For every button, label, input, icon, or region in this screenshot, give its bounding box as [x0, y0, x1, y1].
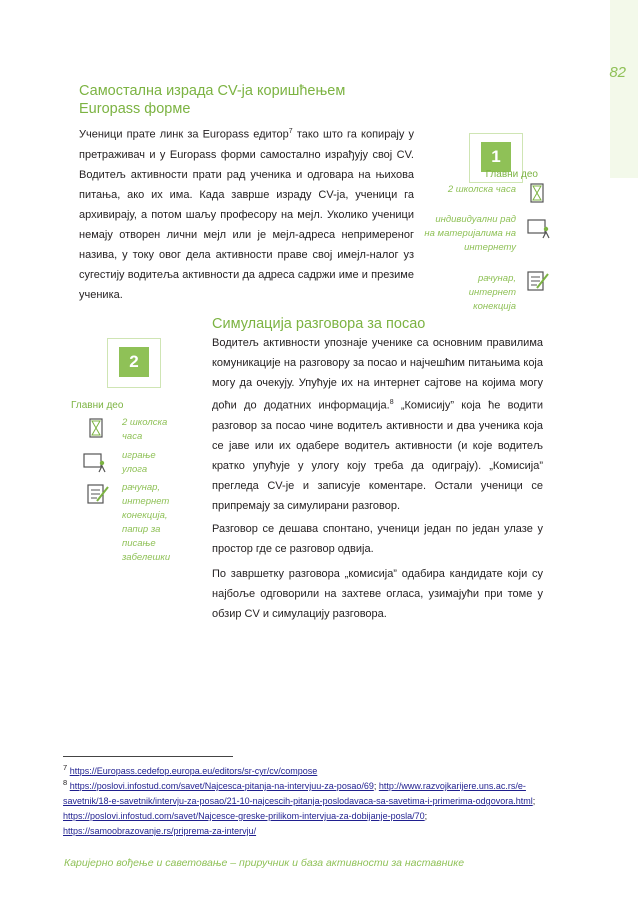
- footnote-ref-8[interactable]: 8: [389, 399, 394, 406]
- part-label-2: Главни део: [71, 400, 124, 411]
- footnote-ref-7[interactable]: 7: [288, 128, 293, 135]
- step-badge-1: 1: [469, 133, 523, 183]
- section2-para2: Разговор се дешава спонтано, ученици један по један улазе у простор где се разговор одвија.: [212, 523, 543, 555]
- footnote-8-link-1[interactable]: https://poslovi.infostud.com/savet/Najcesca-pitanja-na-intervjuu-za-posao/69: [69, 781, 374, 791]
- footnote-separator: [63, 756, 233, 757]
- footnote-7-link[interactable]: https://Europass.cedefop.europa.eu/editors/sr-cyr/cv/compose: [69, 766, 318, 776]
- footnote-7: $^7$ https://Europass.cedefop.europa.eu/editors/sr-cyr/cv/compose: [63, 763, 318, 776]
- footnote-8-link-4[interactable]: https://samoobrazovanje.rs/priprema-za-intervju/: [63, 826, 257, 836]
- section2-para1: Водитељ активности упознаје ученике са основним правилима комуникације на разговору за посао и најчешћим питањима која могу да очекују. Упућује их на интернет сајтове на којима могу доћи до додатних информација.$^8$ „Комисију” која ће водити разговор за посао чине водитељ активности и два ученика која се јаве или их одабере водитељ активности (и које водитељ кратко упућује у улогу коју треба да одиграју). „Комисија” прегледа CV-је и записује коментаре. Остали ученици се припремају за симулирани разговор.: [212, 337, 543, 512]
- step-badge-2: 2: [107, 338, 161, 388]
- method-1: индивидуални рад на материјалима на интернету: [424, 214, 516, 253]
- page-footer: Каријерно вођење и саветовање – приручник и база активности за наставнике: [64, 857, 465, 869]
- section2-para3: По завршетку разговора „комисија” одабира кандидате који су најбоље одговорили на захтеве огласа, узимајући при томе у обзир CV и симулацију разговора.: [212, 568, 543, 620]
- method-2: играње улога: [122, 450, 156, 475]
- notepad-pencil-icon: [87, 483, 109, 510]
- presentation-board-icon: [527, 219, 551, 244]
- section1-body: Ученици прате линк за Europass едитор$^7$ тако што га копирају у претраживач и у Europass форми самостално израђују свој CV. Водитељ активности прати рад ученика и одговара на њихова питања, ако их има. Када заврше израду CV-ја, ученици га архивирају, а потом шаљу професору на мејл. Уколико ученици немају отворен лични мејл или је мејл-адреса непримереног назива, у току овог дела активности праве свој имејл-налог уз сугестију водитеља активности да адреса садржи име и презиме ученика.: [79, 128, 415, 301]
- part-label-1: Главни део: [485, 169, 538, 180]
- section2-title: Симулација разговора за посао: [212, 316, 426, 332]
- hourglass-icon: [89, 418, 103, 443]
- materials-1: рачунар, интернет конекција: [468, 273, 516, 312]
- materials-2: рачунар, интернет конекција, папир за писање забелешки: [122, 482, 171, 563]
- duration-1: 2 школска часа: [447, 184, 516, 195]
- hourglass-icon: [530, 183, 544, 208]
- footnote-8-link-3[interactable]: https://poslovi.infostud.com/savet/Najcesce-greske-prilikom-intervjua-za-dobijanje-posla/70: [63, 811, 425, 821]
- section1-title: Самостална израда CV-ја коришћењем Europass форме: [79, 83, 346, 117]
- page-number-band: [610, 0, 638, 178]
- notepad-pencil-icon: [527, 270, 549, 297]
- page-number: 82: [609, 64, 626, 81]
- duration-2: 2 школска часа: [122, 417, 168, 442]
- presentation-board-icon: [83, 453, 107, 478]
- footnote-8-link-2[interactable]: http://www.razvojkarijere.uns.ac.rs/e-savetnik/18-e-savetnik/intervju-za-posao/21-10-najcescih-pitanja-poslodavaca-sa-savetima-i-primerima-odgovora.html: [63, 781, 533, 806]
- footnote-8: $^8$ https://poslovi.infostud.com/savet/Najcesca-pitanja-na-intervjuu-za-posao/69; http://www.razvojkarijere.uns.ac.rs/e-savetnik/18-e-savetnik/intervju-za-posao/21-10-najcescih-pitanja-poslodavaca-sa-savetima-i-primerima-odgovora.html; https://poslovi.infostud.com/savet/Najcesce-greske-prilikom-intervjua-za-dobijanje-posla/70; https://samoobrazovanje.rs/priprema-za-intervju/: [63, 778, 536, 836]
